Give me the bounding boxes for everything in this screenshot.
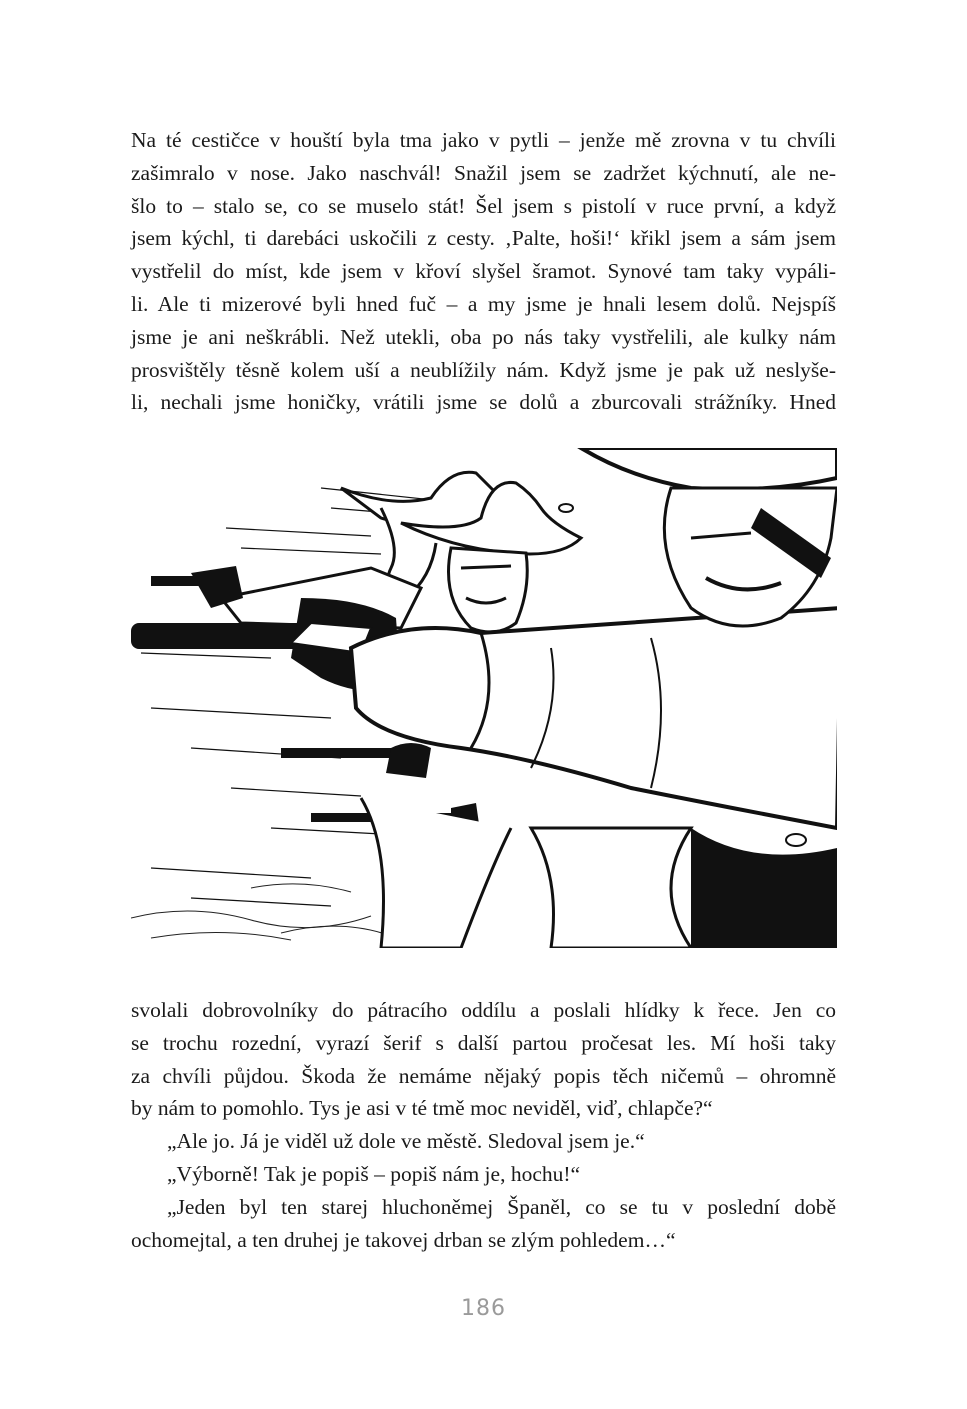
text-line: Na té cestičce v houští byla tma jako v pytli – jenže mě zrovna v tu chvíli: [131, 128, 836, 152]
text-line: vystřelil do míst, kde jsem v křoví slyšel šramot. Synové tam taky vypáli-: [131, 259, 836, 284]
text-line: jsme je ani neškrábli. Než utekli, oba po nás taky vystřelili, ale kulky nám: [131, 324, 836, 349]
text-line: šlo to – stalo se, co se muselo stát! Šel jsem s pistolí v ruce první, a když: [131, 193, 836, 218]
text-line: li, nechali jsme honičky, vrátili jsme se dolů a zburcovali strážníky. Hned: [131, 390, 836, 415]
text-paragraph-top: [131, 124, 836, 419]
text-line: li. Ale ti mizerové byli hned fuč – a my jsme je hnali lesem dolů. Nejspíš: [131, 291, 836, 316]
cowboys-shooting-illustration: [131, 448, 837, 948]
text-line: za chvíli půjdou. Škoda že nemáme nějaký popis těch ničemů – ohromně: [131, 1063, 836, 1088]
text-line: ochomejtal, a ten druhej je takovej drban se zlým pohledem…“: [131, 1227, 676, 1252]
text-line: prosvištěly těsně kolem uší a neublížily nám. Když jsme je pak už neslyše-: [131, 357, 836, 382]
page-number: 186: [461, 1296, 506, 1321]
text-line: jsem kýchl, ti darebáci uskočili z cesty. ‚Palte, hoši!‘ křikl jsem a sám jsem: [131, 226, 836, 251]
text-line: se trochu rozední, vyrazí šerif s další partou pročesat les. Mí hoši taky: [131, 1030, 836, 1055]
dialogue-line: „Ale jo. Já je viděl už dole ve městě. Sledoval jsem je.“: [167, 1129, 645, 1154]
dialogue-line: „Výborně! Tak je popiš – popiš nám je, hochu!“: [167, 1161, 581, 1186]
text-paragraph-bottom: [131, 994, 836, 1256]
text-line: svolali dobrovolníky do pátracího oddílu a poslali hlídky k řece. Jen co: [131, 998, 836, 1022]
text-line: zašimralo v nose. Jako naschvál! Snažil jsem se zadržet kýchnutí, ale ne-: [131, 160, 836, 185]
text-line: by nám to pomohlo. Tys je asi v té tmě moc neviděl, viď, chlapče?“: [131, 1096, 713, 1121]
text-line: „Jeden byl ten starej hluchoněmej Španěl, co se tu v poslední době: [167, 1194, 836, 1219]
